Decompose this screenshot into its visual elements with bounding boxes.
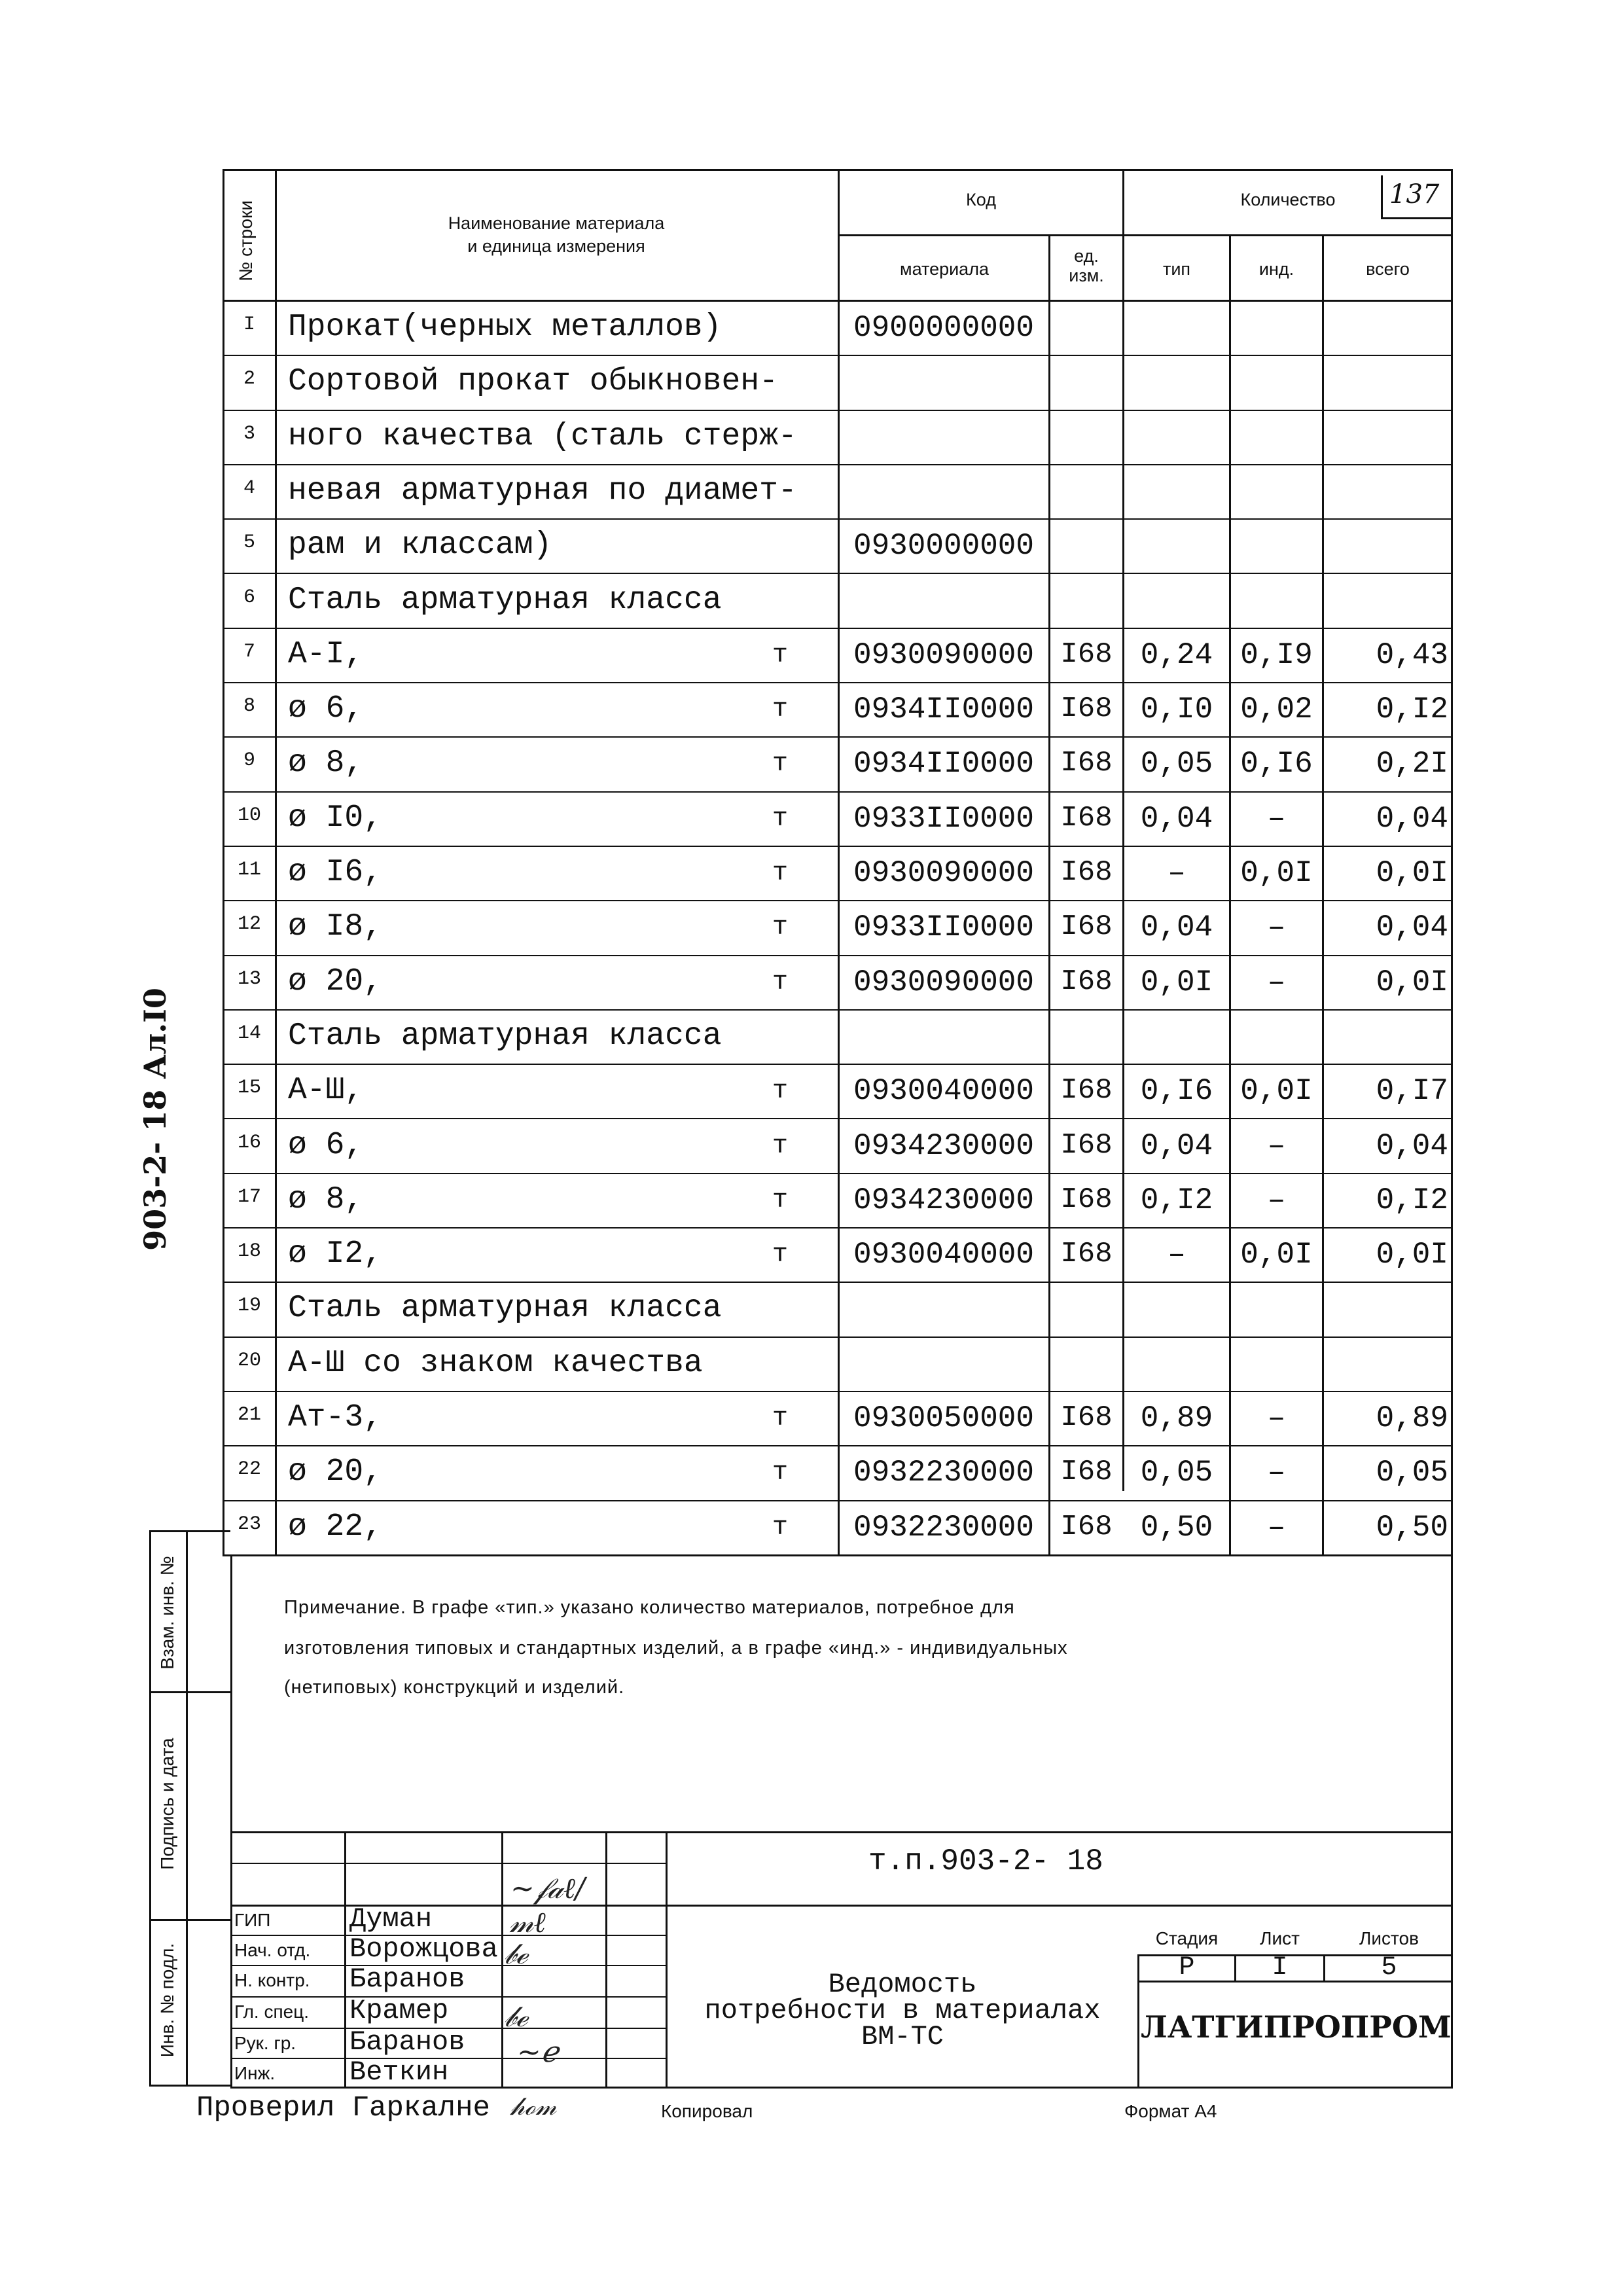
page-number: 137: [1389, 179, 1440, 209]
qty-ind: –: [1267, 1510, 1286, 1545]
material-name: ø I2,: [288, 1236, 383, 1272]
material-name: Ат-3,: [288, 1400, 383, 1435]
signer-role: Рук. гр.: [234, 2033, 296, 2053]
material-name: ø 8,: [288, 1181, 364, 1217]
material-code: 0930040000: [853, 1074, 1035, 1109]
unit-ton: т: [772, 804, 789, 834]
left-stamp: [149, 1530, 230, 2087]
qty-type: 0,I6: [1140, 1074, 1213, 1109]
qty-ind: –: [1267, 1401, 1286, 1435]
unit-code: I68: [1060, 910, 1113, 944]
row-number: I: [243, 314, 255, 336]
table-row: [223, 356, 1453, 410]
material-name: А-Ш со знаком качества: [288, 1345, 703, 1381]
signer-role: Гл. спец.: [234, 2001, 310, 2022]
qty-ind: 0,I9: [1240, 637, 1313, 672]
stamp-inv: Инв. № подл.: [157, 1943, 177, 2058]
signer-role: ГИП: [234, 1910, 271, 1930]
table-row: [223, 1446, 1453, 1501]
sheets-value: 5: [1381, 1953, 1397, 1982]
material-code: 0934II0000: [853, 692, 1035, 727]
qty-total: 0,0I: [1376, 965, 1448, 999]
doc-title-line2: потребности в материалах: [704, 1995, 1101, 2026]
material-name: ø I0,: [288, 800, 383, 836]
stage-value: Р: [1179, 1953, 1195, 1982]
qty-ind: 0,02: [1240, 692, 1313, 727]
material-name: ø 20,: [288, 963, 383, 999]
qty-ind: –: [1267, 1183, 1286, 1217]
header-quantity: Количество: [1240, 190, 1336, 209]
unit-code: I68: [1060, 1074, 1113, 1107]
table-row: [223, 302, 1453, 356]
unit-ton: т: [772, 1240, 789, 1270]
qty-type: 0,04: [1140, 801, 1213, 836]
header-qty-total: всего: [1366, 259, 1410, 279]
footer-format: Формат А4: [1124, 2101, 1217, 2121]
qty-ind: –: [1267, 801, 1286, 836]
note-line3: (нетиповых) конструкций и изделий.: [284, 1677, 625, 1698]
signer-role: Н. контр.: [234, 1970, 310, 1990]
sheets-label: Листов: [1359, 1928, 1419, 1948]
material-name: невая арматурная по диамет-: [288, 473, 797, 509]
material-code: 0930000000: [853, 529, 1035, 564]
header-code-material: материала: [900, 259, 989, 279]
table-row: [223, 629, 1453, 683]
signature-nach-otd: 𝓂ℓ: [509, 1906, 546, 1939]
row-number: 9: [243, 749, 255, 772]
qty-type: 0,04: [1140, 1128, 1213, 1163]
material-code: 0932230000: [853, 1456, 1035, 1490]
signer-name: Крамер: [349, 1995, 449, 2026]
material-code: 0930090000: [853, 965, 1035, 999]
table-row: [223, 1174, 1453, 1229]
material-code: 0930040000: [853, 1238, 1035, 1272]
qty-total: 0,I7: [1376, 1074, 1448, 1109]
header-qty-type: тип: [1162, 259, 1191, 279]
material-name: ø I8,: [288, 909, 383, 945]
material-name: A-I,: [288, 636, 364, 672]
org-name: ЛАТГИПРОПРОМ: [1141, 2009, 1452, 2045]
footer-copied: Копировал: [661, 2101, 753, 2121]
row-number: 19: [237, 1295, 261, 1318]
row-number: 11: [237, 859, 261, 881]
unit-code: I68: [1060, 1401, 1113, 1434]
qty-type: 0,05: [1140, 1456, 1213, 1490]
material-name: Сталь арматурная класса: [288, 1291, 722, 1327]
qty-total: 0,43: [1376, 637, 1448, 672]
qty-type: –: [1168, 1238, 1186, 1272]
side-label: 903-2- 18 Ал.I0: [137, 988, 173, 1251]
material-name: ø I6,: [288, 855, 383, 890]
signer-role: Инж.: [234, 2063, 276, 2083]
qty-type: 0,05: [1140, 747, 1213, 781]
doc-title-line3: ВМ-ТС: [861, 2021, 944, 2053]
row-number: 3: [243, 422, 255, 445]
unit-code: I68: [1060, 1128, 1113, 1162]
row-number: 8: [243, 695, 255, 718]
qty-total: 0,04: [1376, 1128, 1448, 1163]
material-name: Сталь арматурная класса: [288, 1018, 722, 1054]
unit-ton: т: [772, 1458, 789, 1488]
material-name: ø 20,: [288, 1454, 383, 1490]
title-block: [230, 1831, 1453, 2089]
material-name: ø 8,: [288, 745, 364, 781]
row-number: 18: [237, 1240, 261, 1263]
signer-role: Нач. отд.: [234, 1940, 311, 1960]
unit-ton: т: [772, 1131, 789, 1161]
table-row: [223, 956, 1453, 1011]
table-row: [223, 465, 1453, 520]
table-row: [223, 847, 1453, 901]
unit-code: I68: [1060, 1510, 1113, 1543]
qty-type: –: [1168, 856, 1186, 890]
unit-code: I68: [1060, 1183, 1113, 1216]
row-number: 4: [243, 476, 255, 499]
signer-name: Баранов: [349, 2026, 465, 2058]
table-row: [223, 1065, 1453, 1119]
stamp-vzam: Взам. инв. №: [157, 1556, 177, 1670]
table-row: [223, 1283, 1453, 1337]
header-code-unit: ед. изм.: [1069, 246, 1104, 285]
row-number: 22: [237, 1458, 261, 1481]
signature-checked: 𝒽ℴ𝓂: [510, 2092, 557, 2121]
unit-code: I68: [1060, 856, 1113, 889]
qty-ind: –: [1267, 1128, 1286, 1163]
table-row: [223, 1120, 1453, 1174]
qty-ind: –: [1267, 965, 1286, 999]
row-number: 21: [237, 1404, 261, 1426]
stamp-podpis: Подпись и дата: [157, 1738, 177, 1870]
qty-ind: 0,0I: [1240, 1074, 1313, 1109]
note-line1: Примечание. В графе «тип.» указано количество материалов, потребное для: [284, 1597, 1015, 1618]
header-code: Код: [966, 190, 996, 209]
qty-total: 0,89: [1376, 1401, 1448, 1435]
material-name: рам и классам): [288, 528, 552, 564]
row-number: 7: [243, 640, 255, 663]
material-name: Прокат(черных металлов): [288, 310, 722, 345]
header-name-line2: и единица измерения: [467, 236, 645, 256]
doc-title-line1: Ведомость: [828, 1969, 977, 2000]
material-name: ø 6,: [288, 1127, 364, 1163]
material-code: 0934230000: [853, 1128, 1035, 1163]
qty-type: 0,0I: [1140, 965, 1213, 999]
row-number: 16: [237, 1131, 261, 1154]
table-row: [223, 793, 1453, 847]
material-name: A-Ш,: [288, 1073, 364, 1109]
qty-total: 0,0I: [1376, 1238, 1448, 1272]
qty-type: 0,50: [1140, 1510, 1213, 1545]
signer-name: Ворожцова: [349, 1933, 498, 1965]
table-row: [223, 1392, 1453, 1446]
table-row: [223, 411, 1453, 465]
table-row: [223, 1338, 1453, 1392]
table-row: [223, 738, 1453, 792]
qty-type: 0,89: [1140, 1401, 1213, 1435]
qty-ind: 0,0I: [1240, 856, 1313, 890]
table-body: [223, 302, 1453, 1556]
table-row: [223, 901, 1453, 956]
qty-total: 0,I2: [1376, 1183, 1448, 1217]
qty-total: 0,0I: [1376, 856, 1448, 890]
qty-total: 0,I2: [1376, 692, 1448, 727]
table-row: [223, 520, 1453, 574]
row-number: 20: [237, 1349, 261, 1372]
row-number: 17: [237, 1185, 261, 1208]
material-name: ø 6,: [288, 691, 364, 727]
signer-name: Баранов: [349, 1964, 465, 1995]
signers-list: [230, 1905, 668, 2088]
qty-ind: –: [1267, 1456, 1286, 1490]
signer-name: Думан: [349, 1903, 433, 1935]
table-row: [223, 683, 1453, 738]
material-code: 0930050000: [853, 1401, 1035, 1435]
qty-type: 0,04: [1140, 910, 1213, 945]
material-name: ø 22,: [288, 1509, 383, 1545]
header-qty-ind: инд.: [1258, 259, 1294, 279]
signature-n-kontr: 𝒷ℯ: [504, 1937, 528, 1971]
qty-total: 0,05: [1376, 1456, 1448, 1490]
unit-ton: т: [772, 695, 789, 725]
unit-code: I68: [1060, 1238, 1113, 1271]
material-code: 0930090000: [853, 637, 1035, 672]
unit-ton: т: [772, 1513, 789, 1543]
row-number: 2: [243, 368, 255, 391]
header-row-no: № строки: [236, 200, 256, 281]
row-number: 23: [237, 1513, 261, 1535]
material-code: 0933II0000: [853, 801, 1035, 836]
unit-code: I68: [1060, 965, 1113, 998]
note-line2: изготовления типовых и стандартных изделий, а в графе «инд.» - индивидуальных: [284, 1638, 1068, 1659]
material-code: 0934230000: [853, 1183, 1035, 1217]
sheet-value: I: [1272, 1953, 1288, 1982]
material-name: Сортовой прокат обыкновен-: [288, 364, 778, 400]
row-number: 5: [243, 531, 255, 554]
signature-gip: ~𝒻𝒶ℓ/: [510, 1872, 585, 1905]
table-row: [223, 1011, 1453, 1065]
unit-code: I68: [1060, 1456, 1113, 1489]
row-number: 15: [237, 1077, 261, 1100]
material-name: Сталь арматурная класса: [288, 582, 722, 618]
unit-code: I68: [1060, 801, 1113, 834]
unit-code: I68: [1060, 692, 1113, 726]
row-number: 14: [237, 1022, 261, 1045]
footer-checked: Проверил Гаркалне: [196, 2092, 490, 2125]
row-number: 6: [243, 586, 255, 609]
row-number: 12: [237, 913, 261, 936]
qty-total: 0,50: [1376, 1510, 1448, 1545]
unit-ton: т: [772, 749, 789, 780]
stage-label: Стадия: [1155, 1928, 1219, 1948]
material-name: ного качества (сталь стерж-: [288, 418, 797, 454]
unit-ton: т: [772, 1404, 789, 1433]
qty-total: 0,04: [1376, 801, 1448, 836]
qty-total: 0,04: [1376, 910, 1448, 945]
unit-code: I68: [1060, 747, 1113, 780]
material-code: 0934II0000: [853, 747, 1035, 781]
material-code: 0932230000: [853, 1510, 1035, 1545]
materials-table: [223, 169, 1453, 1556]
qty-type: 0,24: [1140, 637, 1213, 672]
qty-ind: –: [1267, 910, 1286, 945]
table-row: [223, 575, 1453, 629]
material-code: 0933II0000: [853, 910, 1035, 945]
signature-inzh: ~ℯ: [517, 2036, 558, 2069]
unit-ton: т: [772, 967, 789, 997]
qty-ind: 0,I6: [1240, 747, 1313, 781]
material-code: 0930090000: [853, 856, 1035, 890]
unit-ton: т: [772, 859, 789, 888]
unit-ton: т: [772, 640, 789, 670]
header-name-line1: Наименование материала: [448, 213, 665, 233]
qty-type: 0,I2: [1140, 1183, 1213, 1217]
sheet-label: Лист: [1260, 1928, 1300, 1948]
table-row: [223, 1229, 1453, 1283]
signature-ruk-gr: 𝒷ℯ: [504, 2000, 528, 2034]
unit-ton: т: [772, 1185, 789, 1215]
doc-code: т.п.903-2- 18: [868, 1844, 1103, 1878]
row-number: 10: [237, 804, 261, 827]
signer-name: Веткин: [349, 2056, 449, 2088]
qty-total: 0,2I: [1376, 747, 1448, 781]
qty-ind: 0,0I: [1240, 1238, 1313, 1272]
row-number: 13: [237, 967, 261, 990]
unit-ton: т: [772, 913, 789, 943]
unit-ton: т: [772, 1077, 789, 1107]
material-code: 0900000000: [853, 311, 1035, 345]
table-row: [223, 1501, 1453, 1556]
qty-type: 0,I0: [1140, 692, 1213, 727]
unit-code: I68: [1060, 637, 1113, 671]
